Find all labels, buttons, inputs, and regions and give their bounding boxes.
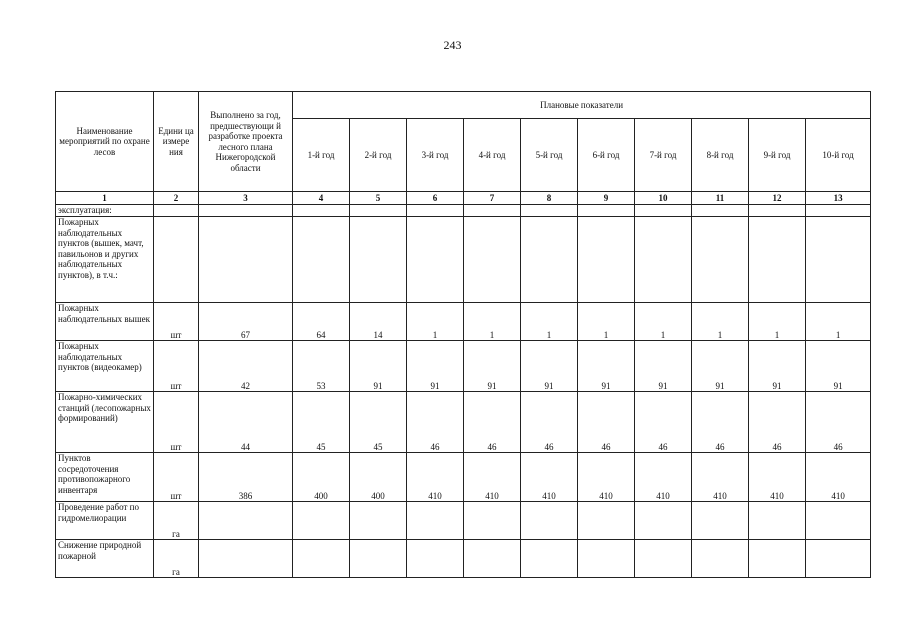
row-value: 46 <box>806 392 871 453</box>
row-value: 400 <box>293 453 350 502</box>
row-value: 46 <box>464 392 521 453</box>
column-number: 8 <box>521 192 578 205</box>
column-number: 2 <box>154 192 199 205</box>
column-number: 4 <box>293 192 350 205</box>
row-value <box>350 217 407 303</box>
row-value: 410 <box>464 453 521 502</box>
column-number: 9 <box>578 192 635 205</box>
row-value <box>199 540 293 578</box>
row-unit: га <box>154 502 199 540</box>
row-value <box>806 540 871 578</box>
row-value: 91 <box>521 341 578 392</box>
row-value: 410 <box>407 453 464 502</box>
table-row <box>56 502 871 540</box>
row-value: 91 <box>464 341 521 392</box>
row-value <box>635 217 692 303</box>
row-label: Пожарных наблюдательных вышек <box>56 303 154 341</box>
row-value: 46 <box>407 392 464 453</box>
row-value: 67 <box>199 303 293 341</box>
forest-protection-table <box>55 91 871 578</box>
row-value: 410 <box>806 453 871 502</box>
row-value: 1 <box>692 303 749 341</box>
row-unit: шт <box>154 453 199 502</box>
row-value <box>692 217 749 303</box>
row-value <box>407 205 464 217</box>
row-value: 46 <box>521 392 578 453</box>
row-label: Пожарных наблюдательных пунктов (вышек, мачт, павильонов и других наблюдательных пунктов), в т.ч.: <box>56 217 154 303</box>
row-value <box>521 217 578 303</box>
row-value: 91 <box>806 341 871 392</box>
row-value: 42 <box>199 341 293 392</box>
row-unit: шт <box>154 392 199 453</box>
row-value: 1 <box>407 303 464 341</box>
row-value <box>578 217 635 303</box>
row-label: Пожарных наблюдательных пунктов (видеокамер) <box>56 341 154 392</box>
row-value: 410 <box>749 453 806 502</box>
column-number: 11 <box>692 192 749 205</box>
header-plan: Плановые показатели <box>293 92 871 119</box>
row-value: 400 <box>350 453 407 502</box>
year-header: 9-й год <box>749 119 806 192</box>
row-label: эксплуатация: <box>56 205 154 217</box>
column-number: 10 <box>635 192 692 205</box>
row-label: Проведение работ по гидромелиорации <box>56 502 154 540</box>
row-value <box>464 502 521 540</box>
year-header: 6-й год <box>578 119 635 192</box>
row-value <box>464 205 521 217</box>
row-value: 46 <box>635 392 692 453</box>
row-value <box>293 540 350 578</box>
row-value <box>692 540 749 578</box>
row-value <box>407 502 464 540</box>
row-value: 46 <box>749 392 806 453</box>
table-row <box>56 392 871 453</box>
row-value <box>806 502 871 540</box>
column-number: 5 <box>350 192 407 205</box>
column-number: 13 <box>806 192 871 205</box>
row-value <box>578 502 635 540</box>
table-row <box>56 540 871 578</box>
row-value <box>199 502 293 540</box>
table-row <box>56 453 871 502</box>
row-value <box>692 205 749 217</box>
row-value <box>806 217 871 303</box>
row-value <box>578 205 635 217</box>
column-number-row <box>56 192 871 205</box>
row-value: 386 <box>199 453 293 502</box>
row-value: 91 <box>350 341 407 392</box>
column-number: 6 <box>407 192 464 205</box>
row-value: 1 <box>806 303 871 341</box>
year-header: 10-й год <box>806 119 871 192</box>
row-value: 91 <box>635 341 692 392</box>
column-number: 3 <box>199 192 293 205</box>
row-value <box>407 217 464 303</box>
row-value <box>293 217 350 303</box>
row-value: 1 <box>578 303 635 341</box>
year-header: 1-й год <box>293 119 350 192</box>
row-value <box>635 540 692 578</box>
row-value: 45 <box>293 392 350 453</box>
row-value: 45 <box>350 392 407 453</box>
year-header: 2-й год <box>350 119 407 192</box>
row-value <box>464 217 521 303</box>
row-value <box>350 502 407 540</box>
row-value <box>749 217 806 303</box>
year-header: 7-й год <box>635 119 692 192</box>
column-number: 7 <box>464 192 521 205</box>
row-value: 1 <box>464 303 521 341</box>
row-value: 53 <box>293 341 350 392</box>
row-unit: шт <box>154 303 199 341</box>
row-value: 1 <box>521 303 578 341</box>
row-value <box>521 502 578 540</box>
row-value: 91 <box>407 341 464 392</box>
year-header: 3-й год <box>407 119 464 192</box>
header-unit: Едини ца измере ния <box>154 92 199 192</box>
row-value <box>350 205 407 217</box>
year-header: 8-й год <box>692 119 749 192</box>
row-value <box>464 540 521 578</box>
row-value <box>635 502 692 540</box>
row-value <box>293 502 350 540</box>
table-row <box>56 205 871 217</box>
row-unit <box>154 205 199 217</box>
row-value: 46 <box>692 392 749 453</box>
row-value: 91 <box>692 341 749 392</box>
table-row <box>56 303 871 341</box>
row-value <box>293 205 350 217</box>
row-value <box>749 540 806 578</box>
year-header: 5-й год <box>521 119 578 192</box>
row-value: 91 <box>578 341 635 392</box>
column-number: 12 <box>749 192 806 205</box>
row-value <box>521 540 578 578</box>
row-label: Снижение природной пожарной <box>56 540 154 578</box>
row-value: 410 <box>578 453 635 502</box>
row-label: Пунктов сосредоточения противопожарного инвентаря <box>56 453 154 502</box>
row-unit: га <box>154 540 199 578</box>
row-value: 1 <box>749 303 806 341</box>
row-value <box>407 540 464 578</box>
row-value <box>692 502 749 540</box>
column-number: 1 <box>56 192 154 205</box>
row-value <box>199 205 293 217</box>
row-value <box>749 502 806 540</box>
row-value: 14 <box>350 303 407 341</box>
header-done: Выполнено за год, предшествующи й разработке проекта лесного плана Нижегородской области <box>199 92 293 192</box>
row-value <box>578 540 635 578</box>
header-name: Наименование мероприятий по охране лесов <box>56 92 154 192</box>
year-header: 4-й год <box>464 119 521 192</box>
row-value: 1 <box>635 303 692 341</box>
row-label: Пожарно-химических станций (лесопожарных формирований) <box>56 392 154 453</box>
row-value: 44 <box>199 392 293 453</box>
table-row <box>56 217 871 303</box>
row-value: 64 <box>293 303 350 341</box>
row-value <box>749 205 806 217</box>
row-unit <box>154 217 199 303</box>
row-value: 46 <box>578 392 635 453</box>
page-number: 243 <box>443 38 462 52</box>
row-value: 410 <box>635 453 692 502</box>
row-value <box>806 205 871 217</box>
row-value: 410 <box>692 453 749 502</box>
row-value <box>350 540 407 578</box>
row-value <box>635 205 692 217</box>
row-value: 410 <box>521 453 578 502</box>
row-unit: шт <box>154 341 199 392</box>
table-row <box>56 341 871 392</box>
row-value <box>521 205 578 217</box>
row-value <box>199 217 293 303</box>
row-value: 91 <box>749 341 806 392</box>
